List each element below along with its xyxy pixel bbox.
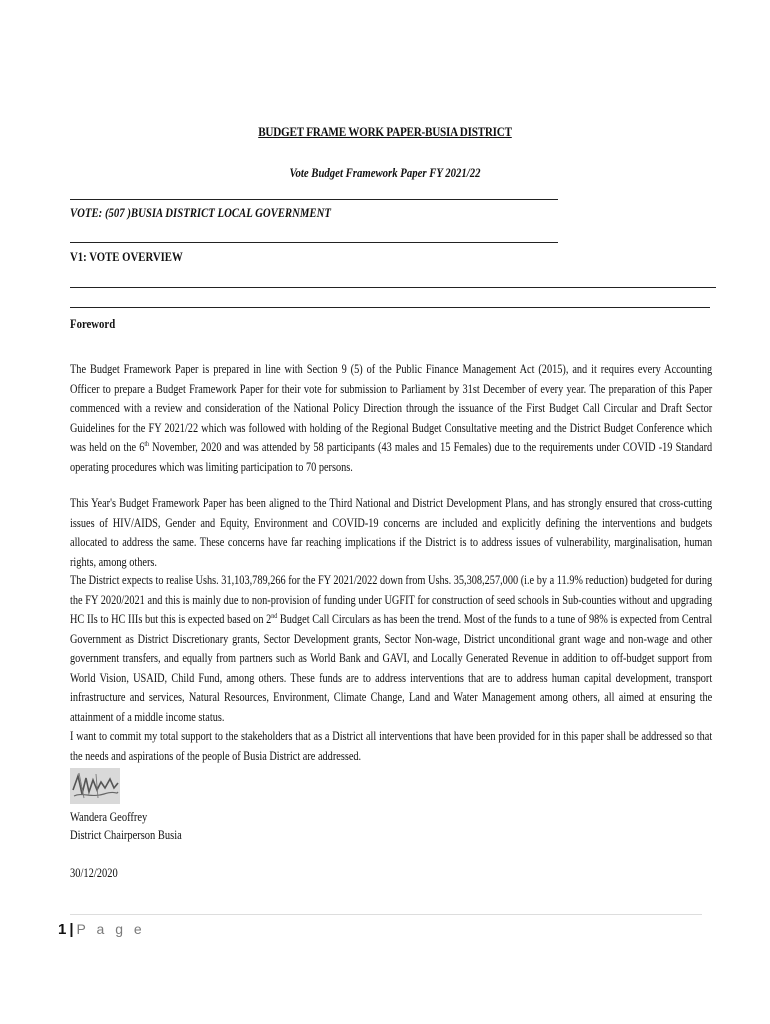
- page-footer: [58, 921, 145, 938]
- vote-line: VOTE: (507 )BUSIA DISTRICT LOCAL GOVERNMENT: [70, 206, 331, 220]
- document-title: BUDGET FRAME WORK PAPER-BUSIA DISTRICT: [258, 124, 512, 139]
- document-date: 30/12/2020: [70, 866, 118, 880]
- section-heading: V1: VOTE OVERVIEW: [70, 250, 183, 264]
- page-label: P a g e: [76, 921, 146, 937]
- footer-divider: [70, 914, 702, 915]
- foreword-heading: Foreword: [70, 317, 116, 331]
- footer-separator: |: [69, 921, 74, 938]
- paragraph-revenue: The District expects to realise Ushs. 31,103,789,266 for the FY 2021/2022 down from Ushs. 35,308,257,000 (i.e by a 11.9% reduction) budgeted for during the FY 2020/2021 and this is mainly due to non-provision of funding under UGFIT for construction of seed schools in Sub-counties without and upgrading HC IIs to HC IIIs but this is expected based on 2nd Budget Call Circulars as has been the trend. Most of the funds to a tune of 98% is expected from Central Government as District Discretionary grants, Sector Development grants, Sector Non-wage, District unconditional grant wage and non-wage and other government transfers, and equally from partners such as World Bank and GAVI, and Locally Generated Revenue in addition to off-budget support from World Vision, USAID, Child Fund, among others. These funds are to address interventions that are to address human capital development, transport infrastructure and services, Natural Resources, Environment, Climate Change, Land and Water Management among others, all aimed at ensuring the attainment of a middle income status.: [70, 573, 713, 724]
- divider: [70, 287, 716, 288]
- signature-image: [70, 768, 120, 804]
- divider: [70, 199, 558, 200]
- document-subtitle: Vote Budget Framework Paper FY 2021/22: [289, 166, 481, 180]
- signatory-name: Wandera Geoffrey: [70, 810, 148, 824]
- paragraph-alignment: This Year's Budget Framework Paper has been aligned to the Third National and District Development Plans, and has strongly ensured that cross-cutting issues of HIV/AIDS, Gender and Equity, Environment and COVID-19 concerns are included and explicitly defining the interventions and budgets allocated to address the same. These concerns have far reaching implications if the District is to address issues of vulnerability, marginalisation, human rights, among others.: [70, 496, 713, 569]
- page-number: 1: [58, 921, 67, 938]
- divider: [70, 307, 710, 308]
- divider: [70, 242, 558, 243]
- paragraph-commitment: I want to commit my total support to the stakeholders that as a District all interventions that have been provided for in this paper shall be addressed so that the needs and aspirations of the people of Busia District are addressed.: [70, 729, 713, 763]
- signatory-title: District Chairperson Busia: [70, 828, 182, 842]
- paragraph-intro: The Budget Framework Paper is prepared in line with Section 9 (5) of the Public Finance Management Act (2015), and it requires every Accounting Officer to prepare a Budget Framework Paper for their vote for submission to Parliament by 31st December of every year. The preparation of this Paper commenced with a review and consideration of the National Policy Direction through the issuance of the First Budget Call Circular and Draft Sector Guidelines for the FY 2021/22 which was followed with holding of the Regional Budget Consultative meeting and the District Budget Conference which was held on the 6th November, 2020 and was attended by 58 participants (43 males and 15 Females) due to the requirements under COVID -19 Standard operating procedures which was limiting participation to 70 persons.: [70, 362, 713, 474]
